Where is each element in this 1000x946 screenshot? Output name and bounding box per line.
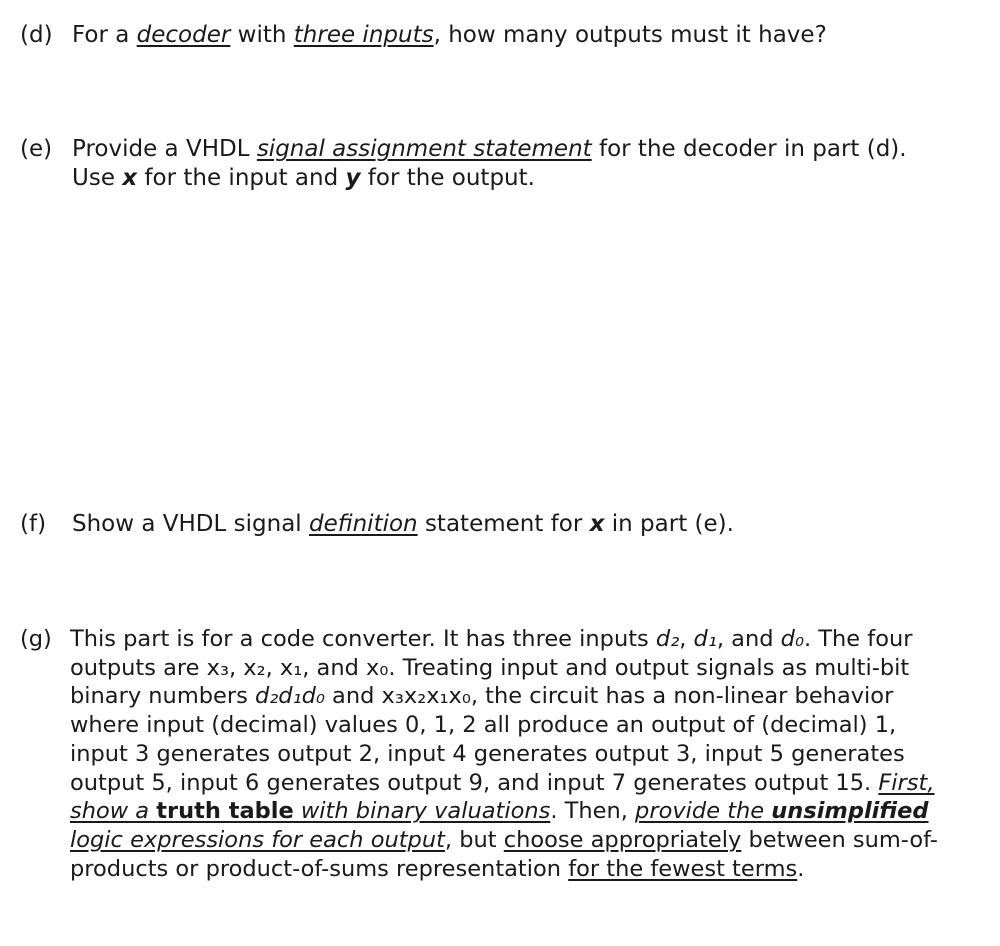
text-run: unsimplified — [771, 798, 929, 825]
text-run: d₁ — [693, 626, 717, 652]
text-run: outputs are x₃, x₂, x₁, and x₀. Treating input and output signals as multi-bit — [70, 654, 910, 681]
text-run: y — [345, 165, 361, 191]
question-label: (g) — [20, 626, 52, 652]
text-run: binary numbers — [70, 683, 255, 710]
text-line — [70, 654, 990, 683]
text-run: , and — [716, 626, 781, 652]
text-run: , how many outputs must it have? — [433, 22, 827, 48]
question-label: (e) — [20, 136, 53, 162]
text-run: . The four — [803, 626, 913, 652]
question-label: (f) — [20, 511, 47, 537]
text-run: . Then, — [550, 798, 636, 825]
text-line — [72, 21, 992, 50]
text-line — [72, 510, 992, 539]
text-run: with binary valuations — [293, 798, 551, 825]
text-run: signal assignment statement — [256, 136, 592, 162]
text-run: for the output. — [360, 165, 535, 191]
text-line — [70, 711, 990, 740]
text-run: for the fewest terms — [568, 855, 798, 882]
text-line — [70, 682, 990, 711]
text-run: , — [679, 626, 694, 652]
text-run: Use — [72, 165, 123, 191]
question-label: (d) — [20, 22, 53, 48]
text-run: with — [230, 22, 294, 48]
text-run: logic expressions for each output — [70, 826, 445, 853]
text-line — [70, 625, 990, 654]
text-run: statement for — [417, 511, 590, 537]
text-run: products or product-of-sums representation — [70, 855, 569, 882]
text-run: for the decoder in part (d). — [591, 136, 907, 162]
text-run: where input (decimal) values 0, 1, 2 all produce an output of (decimal) 1, — [70, 712, 897, 739]
text-line — [70, 769, 990, 798]
text-run: choose appropriately — [503, 826, 742, 853]
text-run: x — [122, 165, 138, 191]
text-run: . — [797, 855, 805, 882]
text-run: Show a VHDL signal — [72, 511, 309, 537]
text-run: x — [589, 511, 605, 537]
text-line — [70, 855, 990, 884]
question-text — [72, 135, 992, 193]
text-run: Provide a VHDL — [72, 136, 257, 162]
text-run: provide the — [635, 798, 772, 825]
text-run: d₂d₁d₀ — [255, 683, 325, 710]
text-line — [70, 826, 990, 855]
text-line — [70, 797, 990, 826]
text-run: three inputs — [293, 22, 434, 48]
text-run: truth table — [156, 798, 294, 825]
text-run: and x₃x₂x₁x₀, the circuit has a non-linear behavior — [324, 683, 894, 710]
text-run: d₀ — [780, 626, 804, 652]
text-run: between sum-of- — [741, 826, 938, 853]
question-text — [70, 625, 990, 883]
text-run: d₂ — [655, 626, 680, 652]
text-run: input 3 generates output 2, input 4 generates output 3, input 5 generates — [70, 740, 905, 767]
text-run: for the input and — [137, 165, 346, 191]
text-run: in part (e). — [604, 511, 734, 537]
text-run: First, — [878, 769, 935, 796]
text-line — [72, 164, 992, 193]
text-run: show a — [70, 798, 157, 825]
question-text — [72, 21, 992, 50]
text-run: For a — [72, 22, 137, 48]
text-run: decoder — [136, 22, 231, 48]
text-run: definition — [309, 511, 418, 537]
text-run: , but — [444, 826, 504, 853]
text-run: This part is for a code converter. It has three inputs — [70, 626, 656, 652]
question-text — [72, 510, 992, 539]
text-run: output 5, input 6 generates output 9, and input 7 generates output 15. — [70, 769, 879, 796]
text-line — [70, 740, 990, 769]
text-line — [72, 135, 992, 164]
